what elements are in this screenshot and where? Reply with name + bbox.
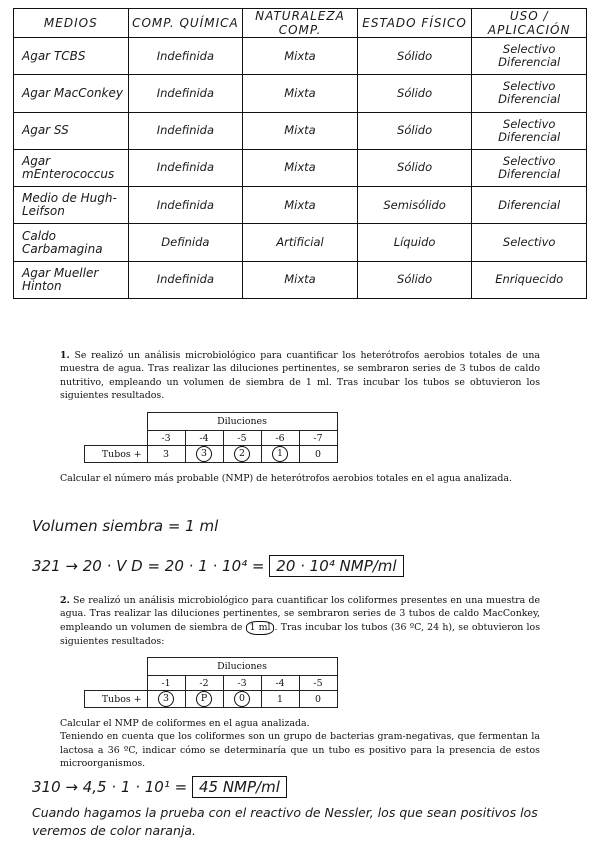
media-cell-uso: Selectivo [472, 224, 587, 261]
media-table-body [14, 38, 587, 299]
media-cell-naturaleza: Artificial [243, 224, 358, 261]
tubes-row-label: Tubos + [85, 691, 148, 708]
exercise2-volume-circled: 1 ml [246, 621, 275, 635]
exercise1-table-title: Diluciones [147, 413, 337, 431]
media-cell-estado: Sólido [357, 38, 472, 75]
exercise2-text [60, 594, 540, 648]
dilution-cell: -5 [223, 431, 261, 446]
dilution-cell: -3 [147, 431, 185, 446]
exercise2-question-1: Calcular el NMP de coliformes en el agua analizada. [60, 718, 310, 729]
exercise1-number: 1. [60, 350, 70, 361]
exercise1-statement: Se realizó un análisis microbiológico para cuantificar los heterótrofos aerobios totales de una muestra de agua. Tras realizar las diluciones pertinentes, se sembraron series de 3 tubos de caldo nutritivo, empleando un volumen de siembra de 1 ml. Tras incubar los tubos se obtuvieron los siguientes resultados. [60, 350, 541, 402]
exercise1-dilution-table [84, 412, 338, 463]
header-estado: ESTADO FÍSICO [357, 9, 472, 38]
media-cell-naturaleza: Mixta [243, 75, 358, 112]
tube-value-circled: 1 [272, 446, 288, 462]
media-cell-medio: Agar SS [14, 112, 129, 149]
media-row [14, 75, 587, 112]
exercise2-answer-text: Cuando hagamos la prueba con el reactivo de Nessler, los que sean positivos los veremos de color naranja. [32, 805, 538, 838]
media-cell-comp: Indefinida [128, 149, 243, 186]
media-cell-comp: Indefinida [128, 75, 243, 112]
dilution-cell: -4 [261, 676, 299, 691]
header-medios: MEDIOS [14, 9, 129, 38]
header-uso: USO / APLICACIÓN [472, 9, 587, 38]
dilution-cell: -6 [261, 431, 299, 446]
tube-value-circled: 3 [196, 446, 212, 462]
media-cell-medio: Agar TCBS [14, 38, 129, 75]
exercise2-statement-b: . Tras incubar los tubos (36 ºC, 24 h), se obtuvieron los siguientes resultados: [60, 621, 541, 647]
exercise1-text [60, 349, 540, 403]
exercise2-question-2: Teniendo en cuenta que los coliformes son un grupo de bacterias gram-negativas, que fermentan la lactosa a 36 ºC, indicar cómo se determinaría que un tubo es positivo para la presencia de estos microorganismos. [60, 731, 540, 770]
tube-value: 0 [299, 691, 337, 708]
exercise1-answer-calc: 321 → 20 · V D = 20 · 1 · 10⁴ = [32, 557, 265, 575]
dilution-cell: -3 [223, 676, 261, 691]
tube-value-circled: 2 [234, 446, 250, 462]
header-comp-quimica: COMP. QUÍMICA [128, 9, 243, 38]
exercise2-statement-a: Se realizó un análisis microbiológico para cuantificar los coliformes presentes en una muestra de agua. Tras realizar las diluciones pertinentes, se sembraron series de 3 tubos de caldo MacConkey, empleando un volumen de siembra de [60, 595, 541, 633]
media-cell-comp: Indefinida [128, 112, 243, 149]
tubes-row-label: Tubos + [85, 446, 148, 463]
header-naturaleza: NATURALEZA COMP. [243, 9, 358, 38]
exercise2-table-title: Diluciones [147, 658, 337, 676]
dilution-cell: -4 [185, 431, 223, 446]
media-table [13, 8, 587, 299]
exercise2-answer-result: 45 NMP/ml [192, 776, 287, 798]
exercise2-dilution-table [84, 657, 338, 708]
media-cell-medio: Agar mEnterococcus [14, 149, 129, 186]
media-row [14, 112, 587, 149]
dilution-cell: -7 [299, 431, 337, 446]
media-cell-naturaleza: Mixta [243, 187, 358, 224]
media-cell-estado: Líquido [357, 224, 472, 261]
media-row [14, 261, 587, 298]
media-cell-medio: Caldo Carbamagina [14, 224, 129, 261]
media-cell-estado: Sólido [357, 149, 472, 186]
media-cell-uso: Selectivo Diferencial [472, 149, 587, 186]
dilution-cell: -5 [299, 676, 337, 691]
exercise1-answer-line1: Volumen siembra = 1 ml [32, 517, 219, 535]
tube-value: 3 [147, 446, 185, 463]
media-cell-naturaleza: Mixta [243, 38, 358, 75]
tube-value: 1 [261, 691, 299, 708]
media-cell-estado: Semisólido [357, 187, 472, 224]
tube-value-circled: 3 [158, 691, 174, 707]
media-cell-estado: Sólido [357, 75, 472, 112]
exercise1-answer-line2 [32, 555, 404, 577]
media-cell-estado: Sólido [357, 261, 472, 298]
dilution-cell: -2 [185, 676, 223, 691]
media-cell-medio: Agar MacConkey [14, 75, 129, 112]
tube-value-circled: P [196, 691, 212, 707]
media-cell-naturaleza: Mixta [243, 261, 358, 298]
exercise1-question: Calcular el número más probable (NMP) de heterótrofos aerobios totales en el agua analizada. [60, 473, 512, 484]
exercise2-question [60, 717, 540, 771]
media-row [14, 149, 587, 186]
media-cell-uso: Selectivo Diferencial [472, 38, 587, 75]
media-row [14, 224, 587, 261]
media-row [14, 187, 587, 224]
media-cell-estado: Sólido [357, 112, 472, 149]
tube-value: 0 [299, 446, 337, 463]
media-cell-comp: Indefinida [128, 261, 243, 298]
media-cell-uso: Selectivo Diferencial [472, 75, 587, 112]
exercise2-answer-line [32, 776, 287, 798]
tube-value-circled: 0 [234, 691, 250, 707]
media-cell-uso: Enriquecido [472, 261, 587, 298]
exercise2-number: 2. [60, 595, 70, 606]
exercise2-answer-calc: 310 → 4,5 · 1 · 10¹ = [32, 778, 188, 796]
dilution-cell: -1 [147, 676, 185, 691]
media-cell-comp: Indefinida [128, 187, 243, 224]
exercise1-answer-result: 20 · 10⁴ NMP/ml [269, 555, 403, 577]
media-table-header-row [14, 9, 587, 38]
media-cell-comp: Definida [128, 224, 243, 261]
media-cell-uso: Diferencial [472, 187, 587, 224]
media-cell-comp: Indefinida [128, 38, 243, 75]
media-cell-naturaleza: Mixta [243, 149, 358, 186]
media-cell-naturaleza: Mixta [243, 112, 358, 149]
media-cell-uso: Selectivo Diferencial [472, 112, 587, 149]
media-row [14, 38, 587, 75]
media-cell-medio: Medio de Hugh-Leifson [14, 187, 129, 224]
media-cell-medio: Agar Mueller Hinton [14, 261, 129, 298]
